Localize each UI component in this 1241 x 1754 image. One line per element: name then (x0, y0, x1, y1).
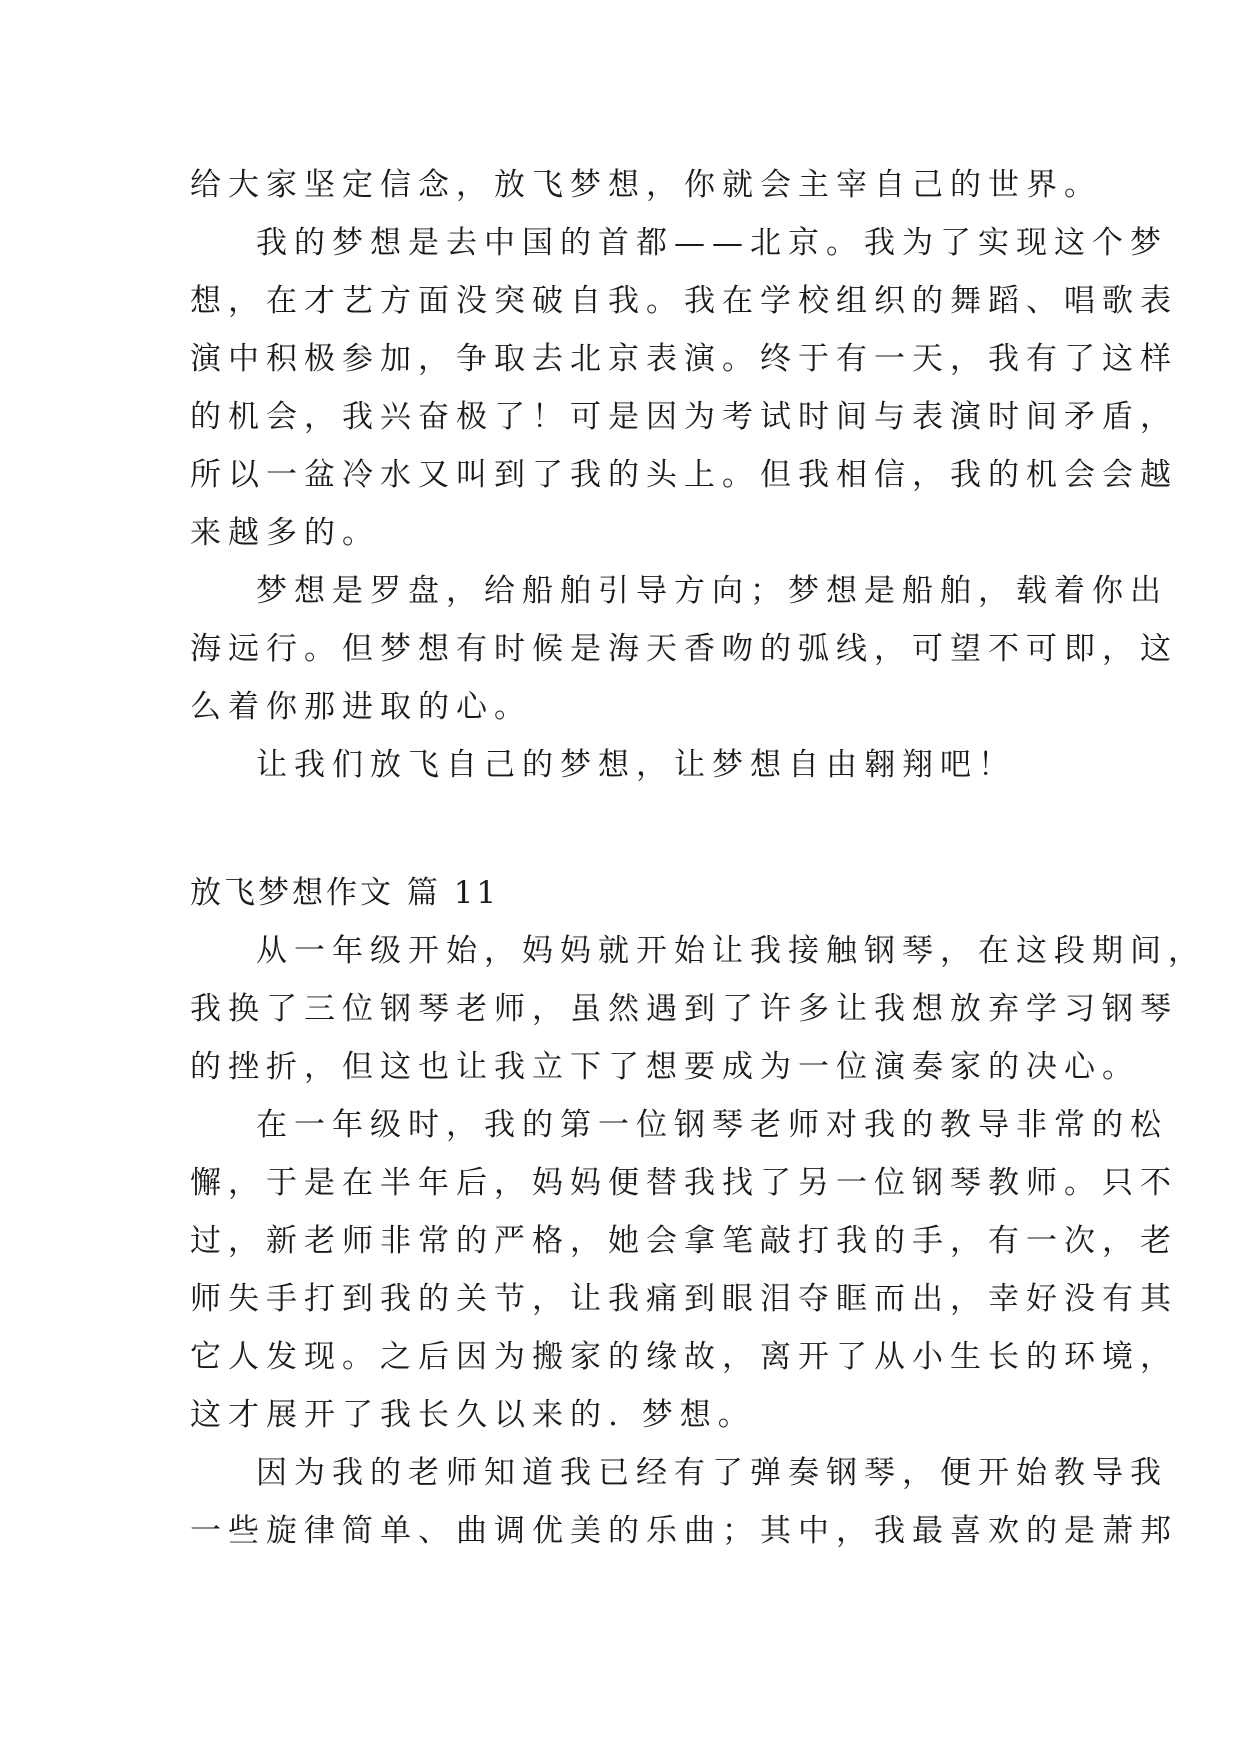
text-line: 师失手打到我的关节，让我痛到眼泪夺眶而出，幸好没有其 (190, 1281, 1178, 1317)
text-line: 来越多的。 (190, 515, 380, 551)
text-line: 的挫折，但这也让我立下了想要成为一位演奏家的决心。 (190, 1049, 1140, 1085)
text-line: 么着你那进取的心。 (190, 689, 532, 725)
paragraph-start-line: 梦想是罗盘，给船舶引导方向；梦想是船舶，载着你出 (256, 573, 1168, 609)
text-line: 所以一盆冷水又叫到了我的头上。但我相信，我的机会会越 (190, 457, 1178, 493)
text-line: 想，在才艺方面没突破自我。我在学校组织的舞蹈、唱歌表 (190, 283, 1178, 319)
paragraph-start-line: 从一年级开始，妈妈就开始让我接触钢琴，在这段期间， (256, 933, 1206, 969)
document-body (190, 156, 1206, 1560)
text-line: 它人发现。之后因为搬家的缘故，离开了从小生长的环境， (190, 1339, 1178, 1375)
section-gap (190, 794, 1060, 864)
paragraph-start-line: 在一年级时，我的第一位钢琴老师对我的教导非常的松 (256, 1107, 1168, 1143)
paragraph-start-line: 我的梦想是去中国的首都——北京。我为了实现这个梦 (256, 225, 1168, 261)
text-line: 懈，于是在半年后，妈妈便替我找了另一位钢琴教师。只不 (190, 1165, 1178, 1201)
text-line: 的机会，我兴奋极了！可是因为考试时间与表演时间矛盾， (190, 399, 1178, 435)
text-line: 这才展开了我长久以来的. 梦想。 (190, 1397, 756, 1433)
text-line: 海远行。但梦想有时候是海天香吻的弧线，可望不可即，这 (190, 631, 1178, 667)
paragraph-start-line: 因为我的老师知道我已经有了弹奏钢琴，便开始教导我 (256, 1455, 1168, 1491)
text-line: 我换了三位钢琴老师，虽然遇到了许多让我想放弃学习钢琴 (190, 991, 1178, 1027)
text-line: 一些旋律简单、曲调优美的乐曲；其中，我最喜欢的是萧邦 (190, 1513, 1178, 1549)
text-line: 演中积极参加，争取去北京表演。终于有一天，我有了这样 (190, 341, 1178, 377)
section-heading: 放飞梦想作文 篇 11 (190, 875, 500, 911)
paragraph-start-line: 让我们放飞自己的梦想，让梦想自由翱翔吧！ (256, 747, 1016, 783)
text-line: 过，新老师非常的严格，她会拿笔敲打我的手，有一次，老 (190, 1223, 1178, 1259)
text-line: 给大家坚定信念，放飞梦想，你就会主宰自己的世界。 (190, 167, 1102, 203)
